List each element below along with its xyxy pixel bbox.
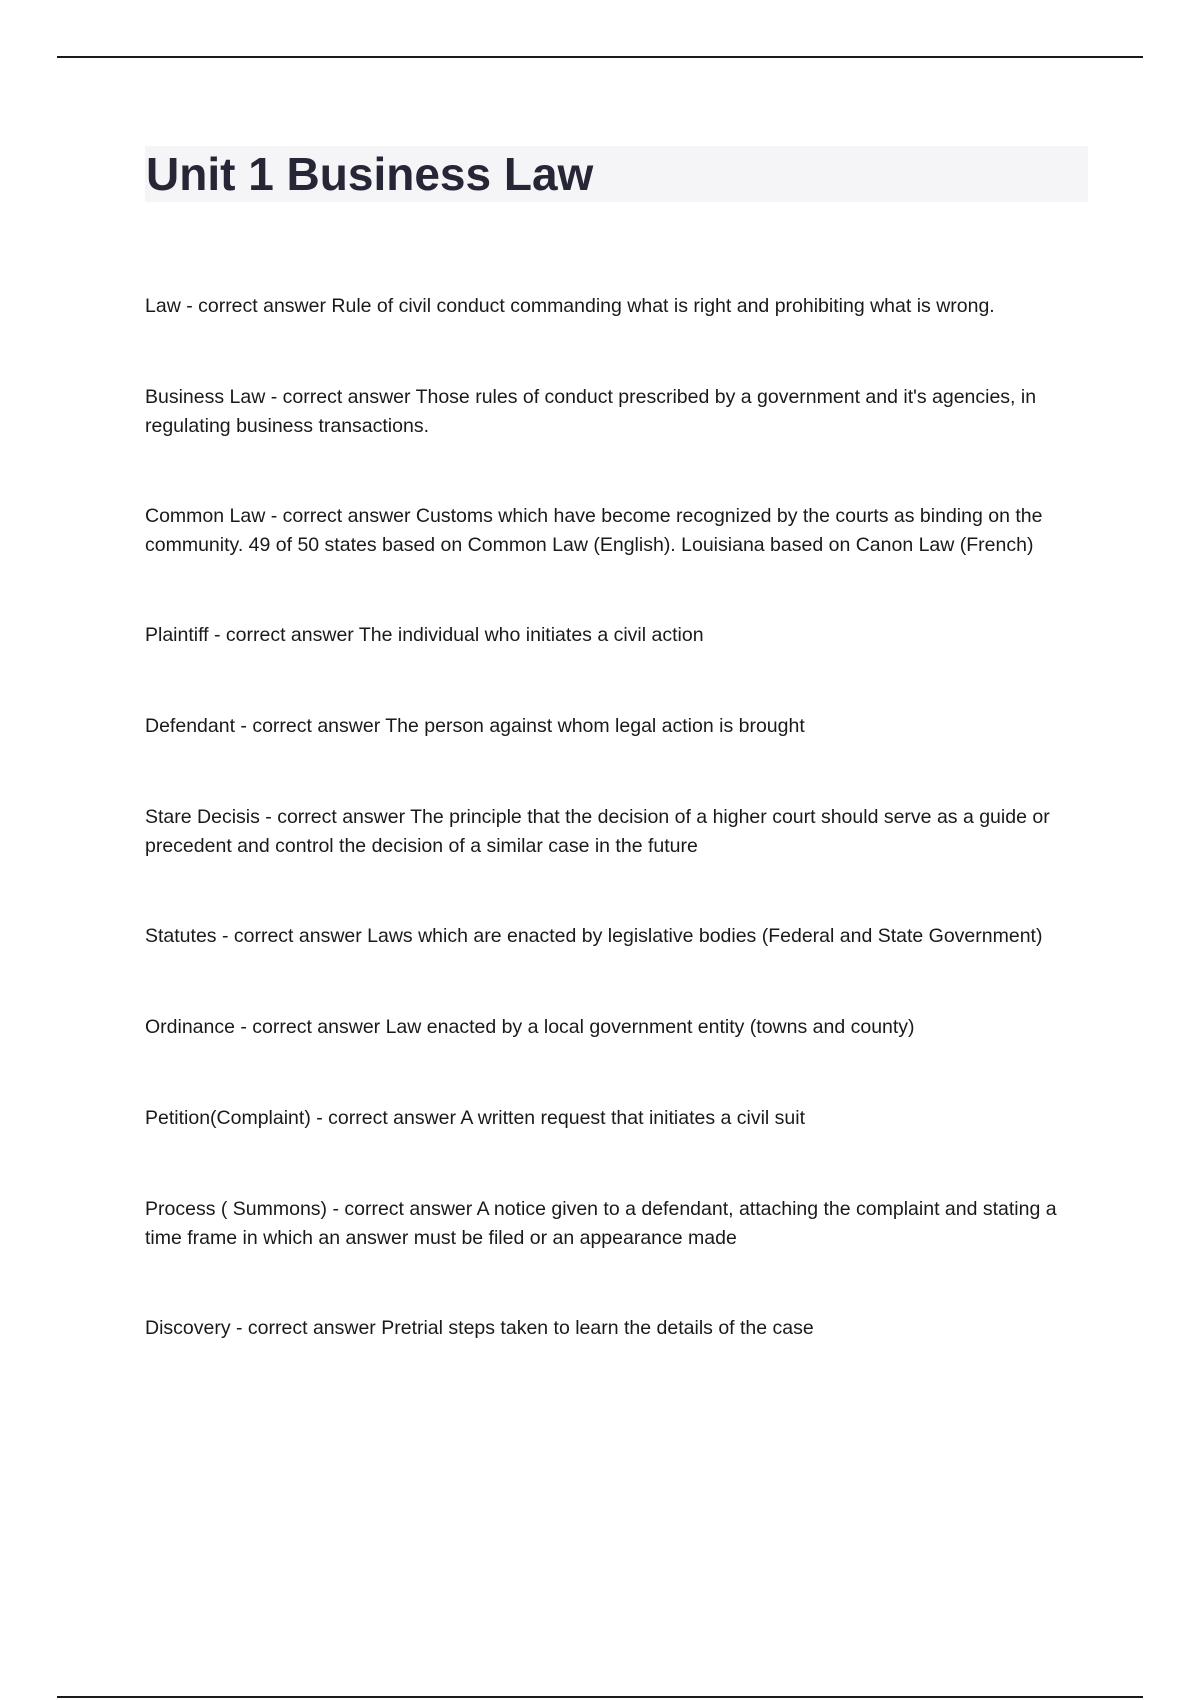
flashcard-entry-defendant: Defendant - correct answer The person against whom legal action is brought xyxy=(145,715,805,737)
flashcard-entry-law: Law - correct answer Rule of civil conduct commanding what is right and prohibiting what is wrong. xyxy=(145,295,995,317)
flashcard-entry-common-law: Common Law - correct answer Customs which have become recognized by the courts as binding on the community. 49 of 50 states based on Common Law (English). Louisiana based on Canon Law (French) xyxy=(145,505,1043,556)
flashcard-entry-plaintiff: Plaintiff - correct answer The individual who initiates a civil action xyxy=(145,624,704,646)
flashcard-entry-statutes: Statutes - correct answer Laws which are enacted by legislative bodies (Federal and State Government) xyxy=(145,925,1043,947)
flashcard-entry-discovery: Discovery - correct answer Pretrial steps taken to learn the details of the case xyxy=(145,1317,814,1339)
footer-rule xyxy=(57,1696,1143,1698)
flashcard-entry-process: Process ( Summons) - correct answer A notice given to a defendant, attaching the complaint and stating a time frame in which an answer must be filed or an appearance made xyxy=(145,1198,1057,1249)
header-rule xyxy=(57,56,1143,58)
flashcard-entry-business-law: Business Law - correct answer Those rules of conduct prescribed by a government and it's agencies, in regulating business transactions. xyxy=(145,386,1037,437)
flashcard-entry-petition: Petition(Complaint) - correct answer A written request that initiates a civil suit xyxy=(145,1107,806,1129)
page-title: Unit 1 Business Law xyxy=(146,148,594,200)
flashcard-entry-stare-decisis: Stare Decisis - correct answer The principle that the decision of a higher court should serve as a guide or precedent and control the decision of a similar case in the future xyxy=(145,806,1050,857)
flashcard-entry-ordinance: Ordinance - correct answer Law enacted by a local government entity (towns and county) xyxy=(145,1016,915,1038)
